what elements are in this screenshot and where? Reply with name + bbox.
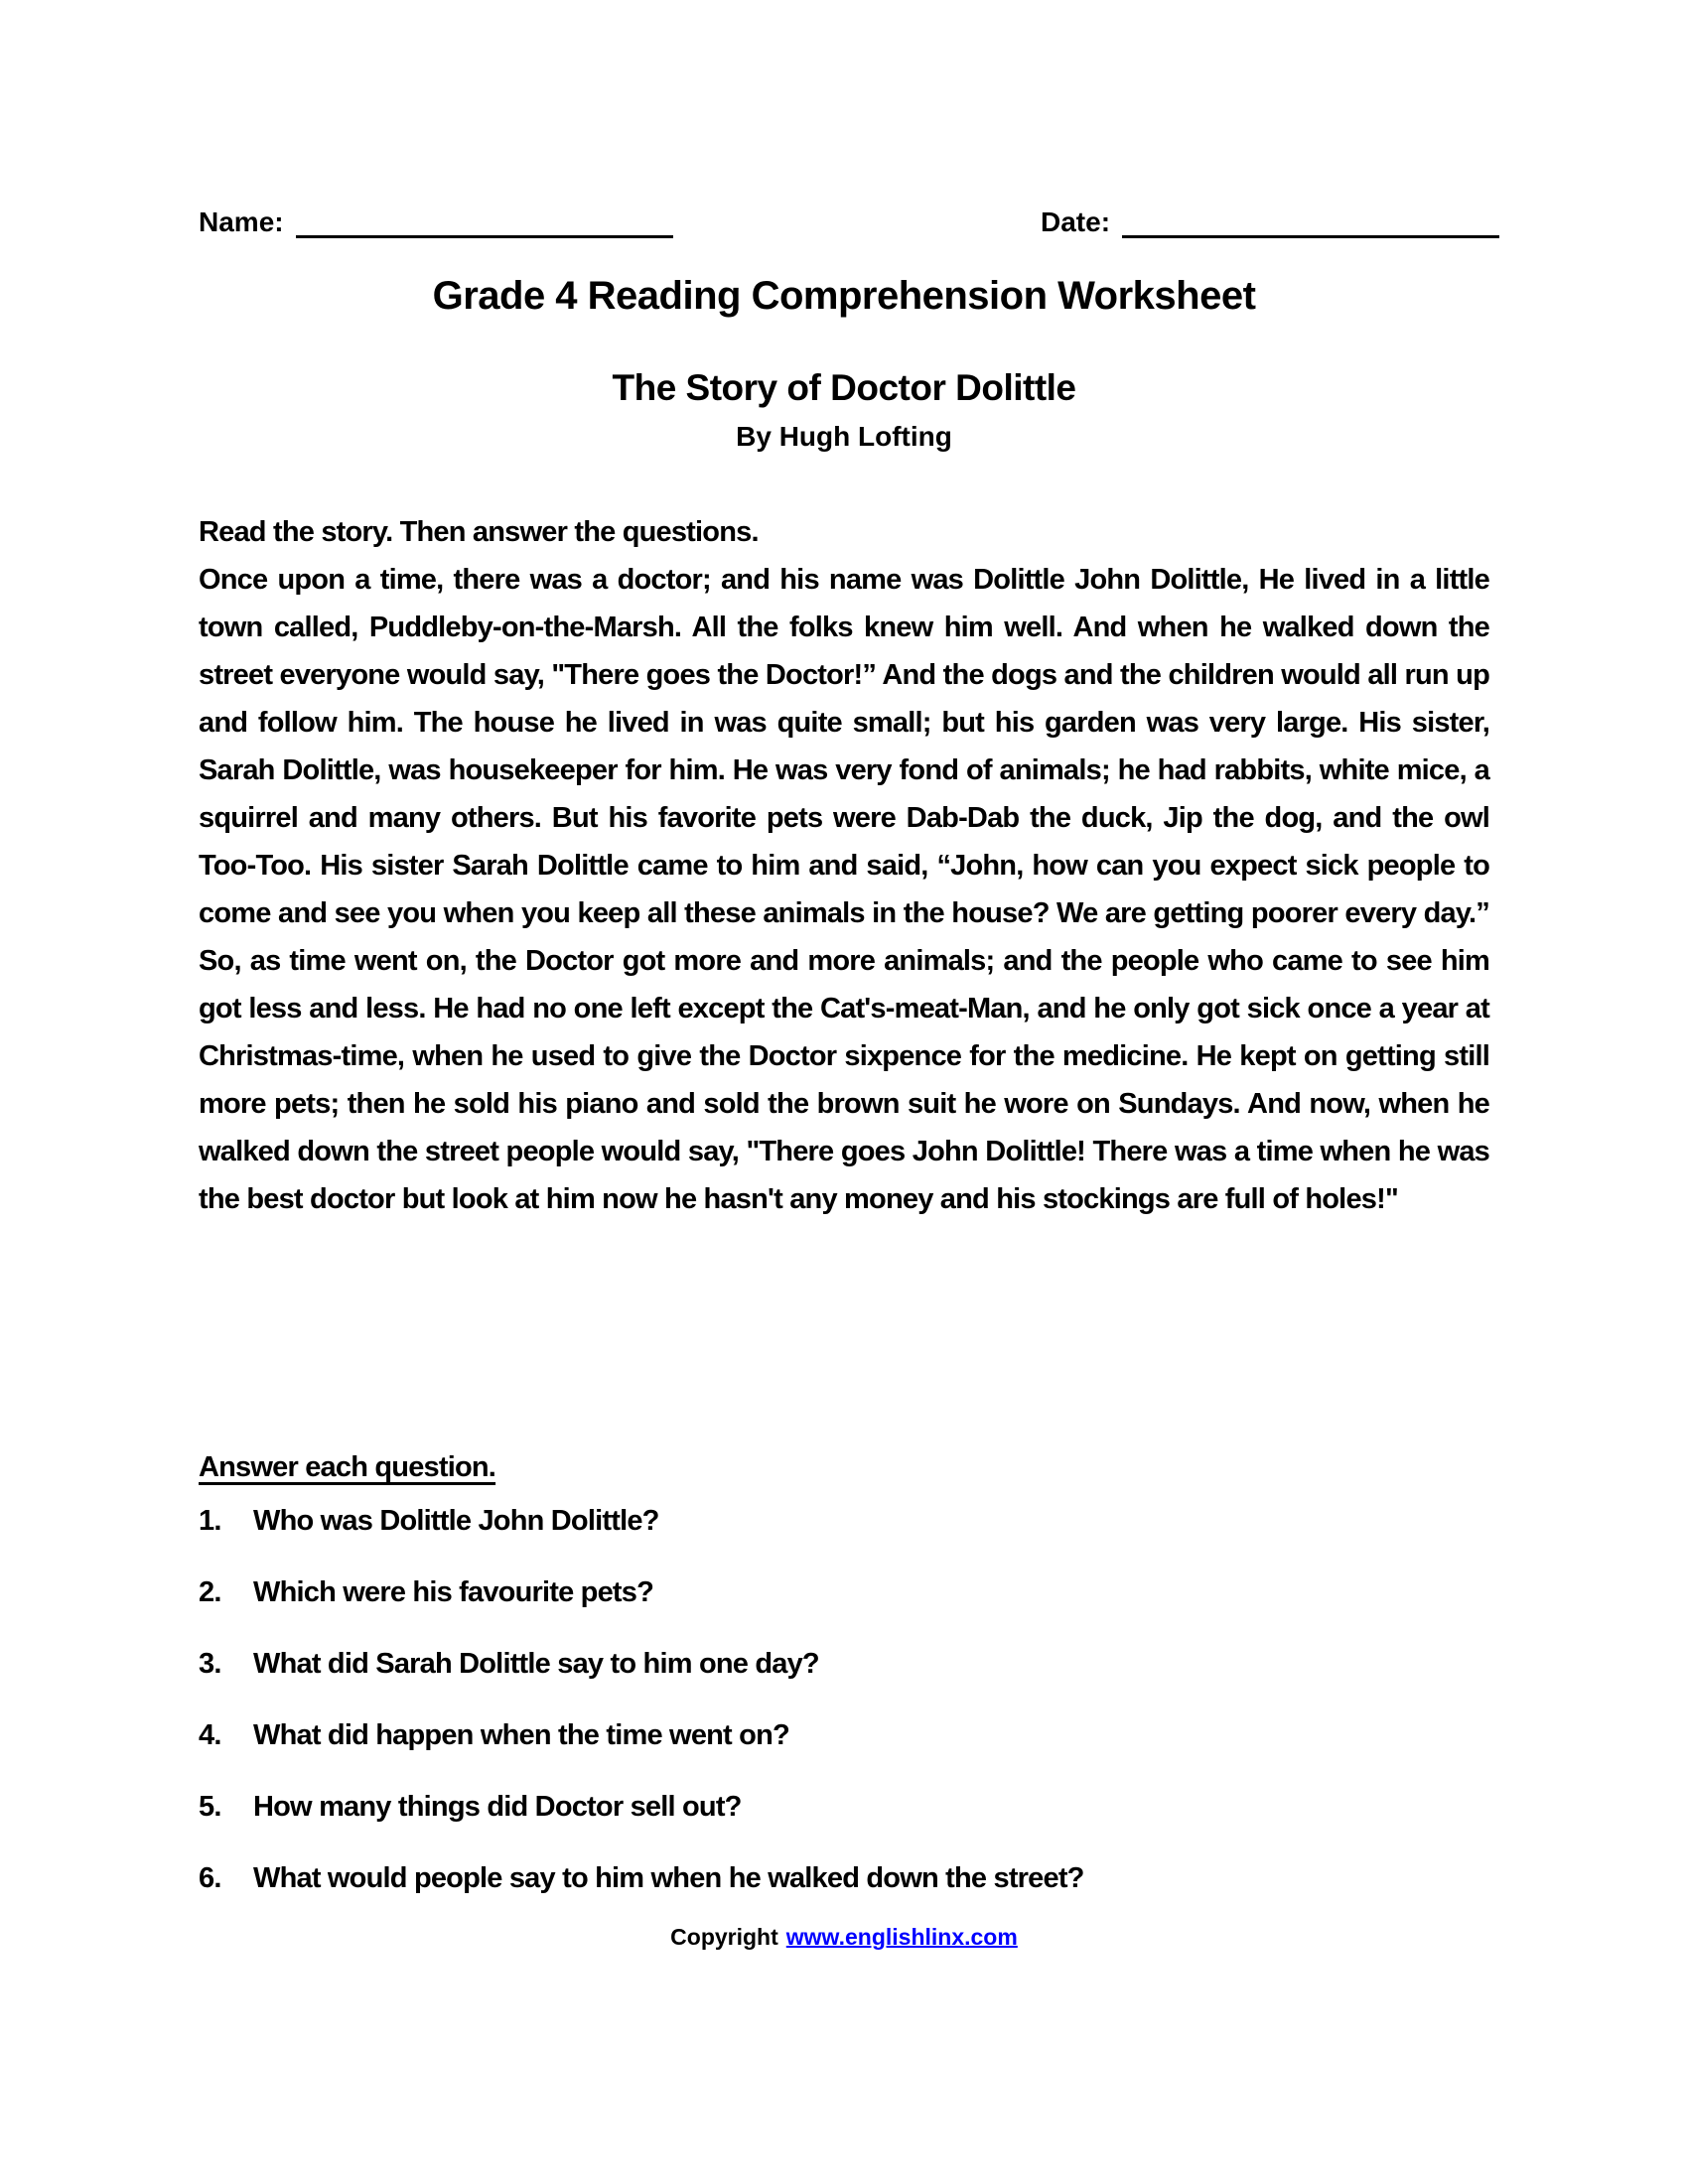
date-blank-line <box>1122 201 1499 238</box>
name-field <box>199 195 673 238</box>
question-number: 2. <box>199 1576 221 1608</box>
date-field <box>1041 195 1499 238</box>
date-label: Date: <box>1041 206 1111 237</box>
question-item <box>199 1791 1489 1823</box>
story-instructions: Read the story. Then answer the questions. <box>199 516 759 548</box>
question-number: 4. <box>199 1719 221 1751</box>
question-text: What would people say to him when he walked down the street? <box>253 1862 1084 1894</box>
question-text: How many things did Doctor sell out? <box>253 1791 742 1823</box>
questions-list <box>199 1505 1489 1934</box>
name-blank-line <box>296 201 673 238</box>
question-text: What did happen when the time went on? <box>253 1719 789 1751</box>
question-item <box>199 1576 1489 1608</box>
story-title: The Story of Doctor Dolittle <box>612 367 1076 408</box>
question-item <box>199 1505 1489 1537</box>
copyright-label: Copyright <box>670 1924 778 1950</box>
question-number: 3. <box>199 1648 221 1680</box>
story-body <box>199 508 1489 1223</box>
question-item <box>199 1648 1489 1680</box>
worksheet-title: Grade 4 Reading Comprehension Worksheet <box>432 274 1256 318</box>
name-label: Name: <box>199 206 284 237</box>
question-number: 1. <box>199 1505 221 1537</box>
story-text: Once upon a time, there was a doctor; and his name was Dolittle John Dolittle, He lived in a little town called, Puddleby-on-the-Marsh. All the folks knew him well. And when he walked down the street everyone would say, "There goes the Doctor!” And the dogs and the children would all run up and follow him. The house he lived in was quite small; but his garden was very large. His sister, Sarah Dolittle, was housekeeper for him. He was very fond of animals; he had rabbits, white mice, a squirrel and many others. But his favorite pets were Dab-Dab the duck, Jip the dog, and the owl Too-Too. His sister Sarah Dolittle came to him and said, “John, how can you expect sick people to come and see you when you keep all these animals in the house? We are getting poorer every day.” So, as time went on, the Doctor got more and more animals; and the people who came to see him got less and less. He had no one left except the Cat's-meat-Man, and he only got sick once a year at Christmas-time, when he used to give the Doctor sixpence for the medicine. He kept on getting still more pets; then he sold his piano and sold the brown suit he wore on Sundays. And now, when he walked down the street people would say, "There goes John Dolittle! There was a time when he was the best doctor but look at him now he hasn't any money and his stockings are full of holes!" <box>199 564 1489 1215</box>
copyright-link[interactable]: www.englishlinx.com <box>785 1924 1018 1950</box>
question-item <box>199 1719 1489 1751</box>
question-item <box>199 1862 1489 1894</box>
question-text: Who was Dolittle John Dolittle? <box>253 1505 659 1537</box>
footer <box>0 1924 1688 1951</box>
question-text: What did Sarah Dolittle say to him one day? <box>253 1648 819 1680</box>
story-byline: By Hugh Lofting <box>736 421 952 452</box>
questions-heading: Answer each question. <box>199 1451 496 1483</box>
question-number: 5. <box>199 1791 221 1823</box>
question-text: Which were his favourite pets? <box>253 1576 654 1608</box>
question-number: 6. <box>199 1862 221 1894</box>
